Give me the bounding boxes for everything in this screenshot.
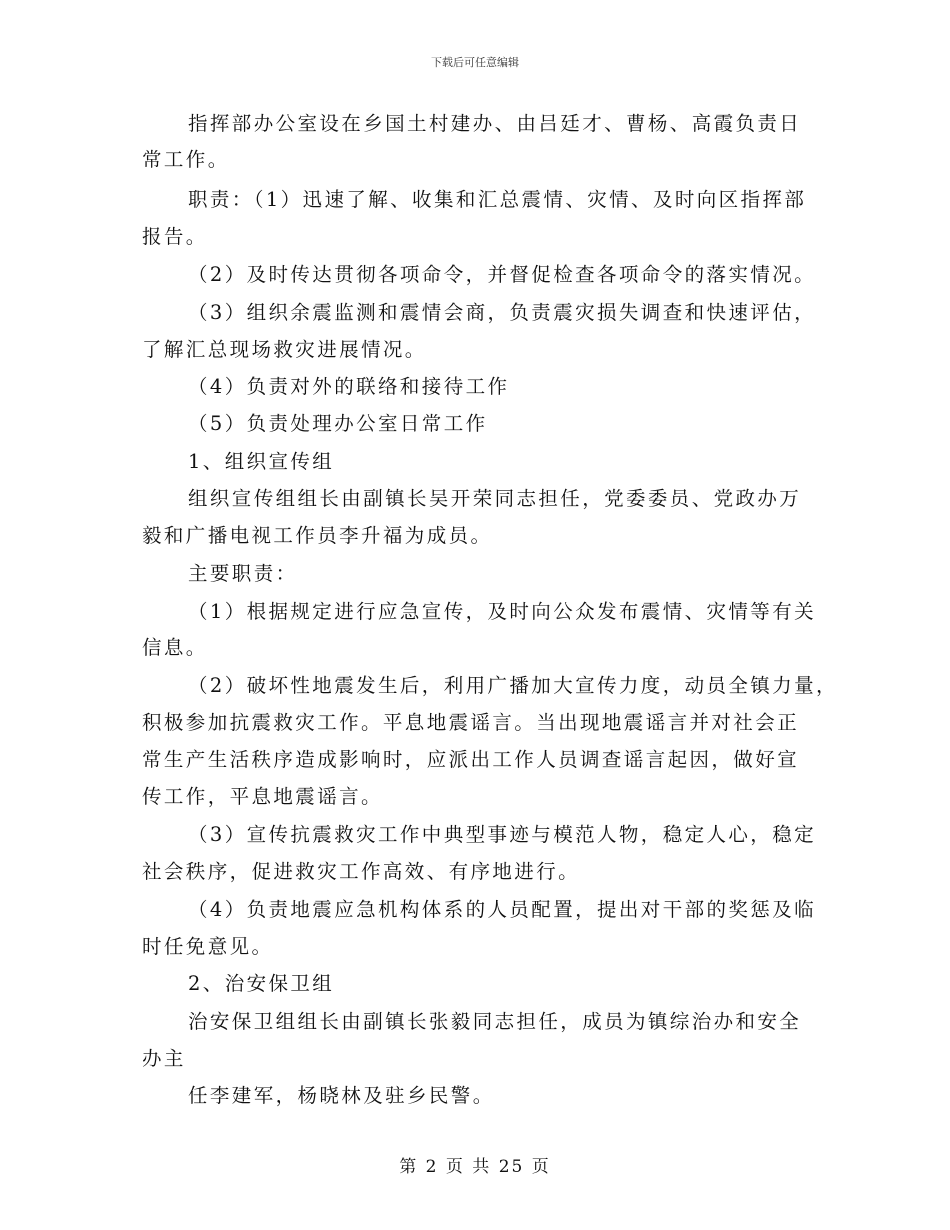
paragraph-line: 常生产生活秩序造成影响时，应派出工作人员调查谣言起因，做好宣 xyxy=(142,748,800,771)
paragraph-line: （1）根据规定进行应急宣传，及时向公众发布震情、灾情等有关 xyxy=(188,600,817,623)
paragraph-line: 时任免意见。 xyxy=(142,935,274,958)
paragraph-line: 了解汇总现场救灾进展情况。 xyxy=(142,338,427,361)
paragraph-line: 社会秩序，促进救灾工作高效、有序地进行。 xyxy=(142,860,581,883)
paragraph-line: 任李建军，杨晓林及驻乡民警。 xyxy=(188,1084,495,1107)
paragraph-line: 职责：（1）迅速了解、收集和汇总震情、灾情、及时向区指挥部 xyxy=(188,188,807,211)
page-header: 下载后可任意编辑 xyxy=(431,56,519,69)
paragraph-line: （3）组织余震监测和震情会商，负责震灾损失调查和快速评估， xyxy=(188,301,817,324)
paragraph-line: （2）破坏性地震发生后，利用广播加大宣传力度，动员全镇力量， xyxy=(188,674,838,697)
section-heading: 2、治安保卫组 xyxy=(188,972,335,995)
section-heading: 1、组织宣传组 xyxy=(188,450,335,473)
paragraph-line: （2）及时传达贯彻各项命令，并督促检查各项命令的落实情况。 xyxy=(188,263,817,286)
paragraph-line: （4）负责对外的联络和接待工作 xyxy=(188,375,510,398)
paragraph-line: 治安保卫组组长由副镇长张毅同志担任，成员为镇综治办和安全 xyxy=(188,1010,802,1033)
paragraph-line: 组织宣传组组长由副镇长吴开荣同志担任，党委委员、党政办万 xyxy=(188,487,802,510)
paragraph-line: 办主 xyxy=(142,1047,186,1070)
paragraph-line: 传工作，平息地震谣言。 xyxy=(142,785,383,808)
paragraph-line: 信息。 xyxy=(142,636,208,659)
paragraph-line: 毅和广播电视工作员李升福为成员。 xyxy=(142,524,493,547)
paragraph-line: 主要职责： xyxy=(188,562,298,585)
paragraph-line: （4）负责地震应急机构体系的人员配置，提出对干部的奖惩及临 xyxy=(188,898,817,921)
paragraph-line: 指挥部办公室设在乡国土村建办、由吕廷才、曹杨、高霞负责日 xyxy=(188,112,802,135)
paragraph-line: 积极参加抗震救灾工作。平息地震谣言。当出现地震谣言并对社会正 xyxy=(142,711,800,734)
paragraph-line: 报告。 xyxy=(142,225,208,248)
paragraph-line: （5）负责处理办公室日常工作 xyxy=(188,412,488,435)
page-number: 第 2 页 共 25 页 xyxy=(399,1157,551,1177)
paragraph-line: 常工作。 xyxy=(142,148,230,171)
paragraph-line: （3）宣传抗震救灾工作中典型事迹与模范人物，稳定人心，稳定 xyxy=(188,823,817,846)
